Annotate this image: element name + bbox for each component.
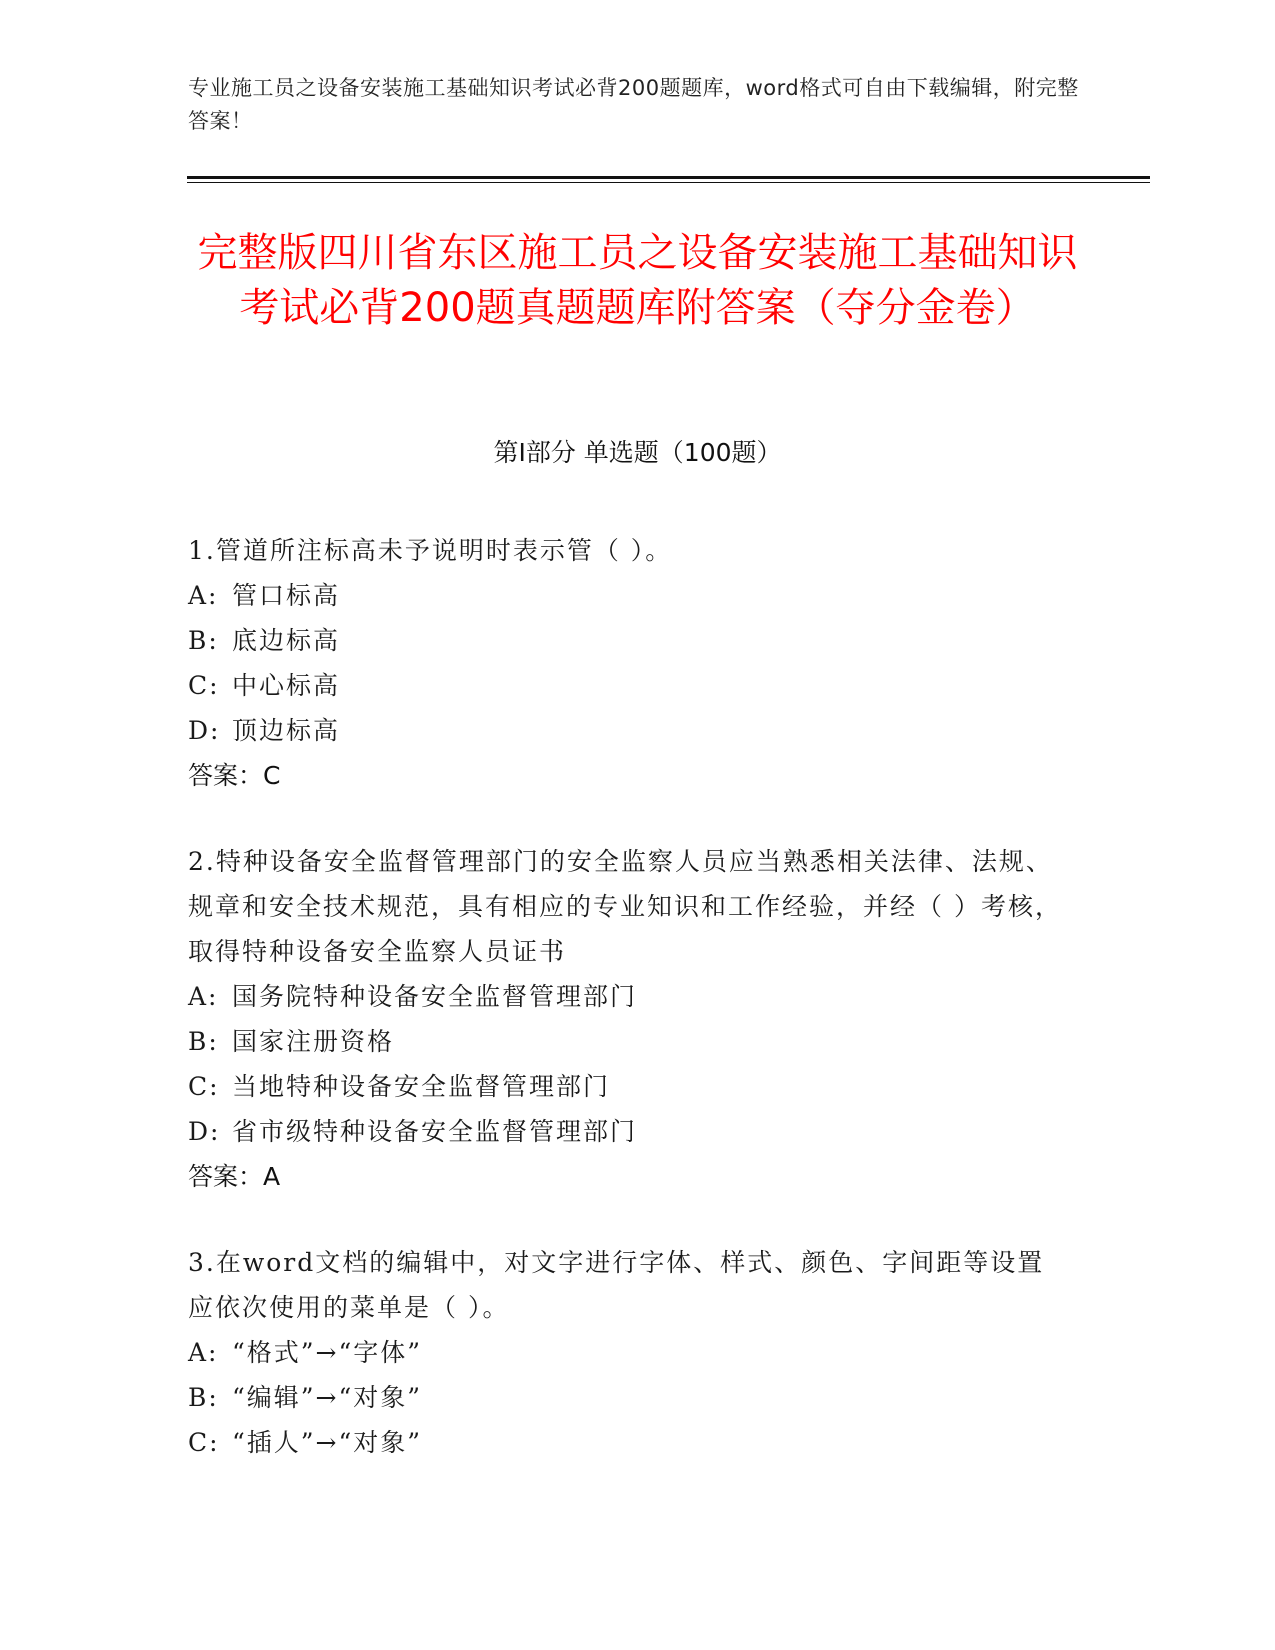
option-d bbox=[188, 708, 1068, 753]
question-list bbox=[188, 528, 1068, 1506]
option-text: “格式”→“字体” bbox=[232, 1338, 423, 1367]
option-text: 当地特种设备安全监督管理部门 bbox=[232, 1072, 611, 1101]
option-key: C: bbox=[188, 1428, 220, 1457]
answer: 答案：C bbox=[188, 761, 281, 790]
option-key: D: bbox=[188, 1117, 221, 1146]
section-heading: 第I部分 单选题（100题） bbox=[493, 438, 782, 467]
question-stem: 3.在word文档的编辑中，对文字进行字体、样式、颜色、字间距等设置应依次使用的菜单是（ ）。 bbox=[188, 1248, 1045, 1322]
option-key: C: bbox=[188, 1072, 220, 1101]
option-key: D: bbox=[188, 716, 221, 745]
option-text: 顶边标高 bbox=[232, 716, 341, 745]
question-stem: 1.管道所注标高未予说明时表示管（ ）。 bbox=[188, 536, 673, 565]
option-key: C: bbox=[188, 671, 220, 700]
option-a bbox=[188, 1330, 1068, 1375]
option-key: A: bbox=[188, 581, 219, 610]
option-key: B: bbox=[188, 1383, 219, 1412]
option-key: A: bbox=[188, 982, 219, 1011]
header-rule-thick bbox=[187, 176, 1150, 179]
option-text: “插人”→“对象” bbox=[232, 1428, 423, 1457]
option-c bbox=[188, 1064, 1068, 1109]
option-text: 省市级特种设备安全监督管理部门 bbox=[232, 1117, 638, 1146]
option-c bbox=[188, 663, 1068, 708]
question-3 bbox=[188, 1240, 1068, 1465]
option-key: B: bbox=[188, 626, 219, 655]
answer: 答案：A bbox=[188, 1162, 281, 1191]
header-note: 专业施工员之设备安装施工基础知识考试必背200题题库，word格式可自由下载编辑，附完整答案！ bbox=[188, 76, 1079, 133]
option-text: 管口标高 bbox=[232, 581, 341, 610]
option-d bbox=[188, 1109, 1068, 1154]
option-a bbox=[188, 573, 1068, 618]
option-b bbox=[188, 1019, 1068, 1064]
option-b bbox=[188, 618, 1068, 663]
document-title: 完整版四川省东区施工员之设备安装施工基础知识考试必背200题真题题库附答案（夺分金卷） bbox=[197, 230, 1078, 331]
option-c bbox=[188, 1420, 1068, 1465]
header-rule-thin bbox=[187, 182, 1150, 183]
option-b bbox=[188, 1375, 1068, 1420]
option-text: “编辑”→“对象” bbox=[232, 1383, 423, 1412]
option-text: 国务院特种设备安全监督管理部门 bbox=[232, 982, 638, 1011]
option-text: 中心标高 bbox=[232, 671, 341, 700]
option-key: A: bbox=[188, 1338, 219, 1367]
option-a bbox=[188, 974, 1068, 1019]
option-text: 底边标高 bbox=[232, 626, 341, 655]
question-2 bbox=[188, 839, 1068, 1199]
question-stem: 2.特种设备安全监督管理部门的安全监察人员应当熟悉相关法律、法规、规章和安全技术规范，具有相应的专业知识和工作经验，并经（ ）考核，取得特种设备安全监察人员证书 bbox=[188, 847, 1062, 966]
option-text: 国家注册资格 bbox=[232, 1027, 395, 1056]
option-key: B: bbox=[188, 1027, 219, 1056]
question-1 bbox=[188, 528, 1068, 798]
